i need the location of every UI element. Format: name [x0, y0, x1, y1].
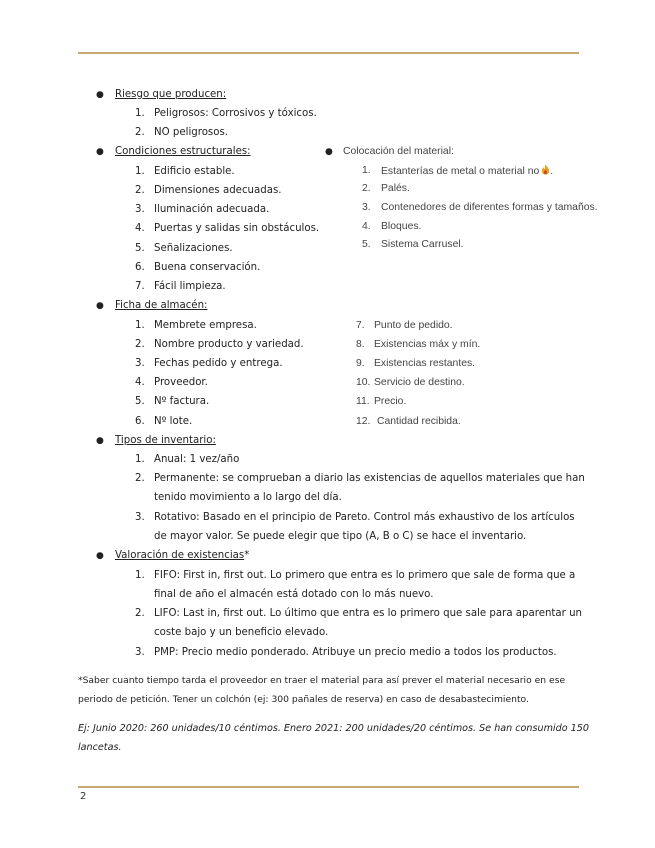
list-number: 6. — [135, 416, 145, 427]
list-number: 2. — [135, 608, 145, 619]
section-heading-valoracion — [115, 549, 249, 563]
list-item: Rotativo: Basado en el principio de Pareto. Control más exhaustivo de los artículos — [154, 512, 575, 523]
footer-rule — [78, 786, 579, 788]
list-item: Proveedor. — [154, 377, 208, 388]
list-item: Servicio de destino. — [374, 377, 465, 388]
list-number: 7. — [356, 320, 365, 331]
list-item: Iluminación adecuada. — [154, 204, 270, 215]
list-item: Dimensiones adecuadas. — [154, 185, 282, 196]
bullet: ● — [96, 436, 104, 446]
list-number: 3. — [135, 204, 145, 215]
list-item: Fechas pedido y entrega. — [154, 358, 283, 369]
list-number: 7. — [135, 281, 145, 292]
page-number: 2 — [80, 791, 87, 802]
list-item: Estanterías de metal o material no . — [381, 166, 554, 177]
list-number: 1. — [135, 166, 145, 177]
list-item: Nº factura. — [154, 396, 210, 407]
list-item: Anual: 1 vez/año — [154, 454, 240, 465]
list-number: 2. — [135, 185, 145, 196]
list-item: Contenedores de diferentes formas y tamaños. — [381, 202, 598, 213]
list-item: Existencias máx y mín. — [374, 339, 481, 350]
section-heading-colocacion: Colocación del material: — [343, 146, 454, 157]
list-item: Nombre producto y variedad. — [154, 339, 304, 350]
list-number: 5. — [135, 396, 145, 407]
list-item: Buena conservación. — [154, 262, 261, 273]
list-item: Puertas y salidas sin obstáculos. — [154, 223, 320, 234]
heading-text: Valoración de existencias — [115, 550, 245, 561]
example-line: lancetas. — [78, 742, 122, 753]
header-rule — [78, 52, 579, 54]
asterisk: * — [244, 550, 250, 561]
list-item: Membrete empresa. — [154, 320, 257, 331]
list-item: Sistema Carrusel. — [381, 239, 464, 250]
list-item-continuation: tenido movimiento a lo largo del día. — [154, 492, 342, 503]
list-number: 2. — [362, 183, 371, 194]
list-item: Cantidad recibida. — [377, 416, 461, 427]
list-item-continuation: de mayor valor. Se puede elegir que tipo (A, B o C) se hace el inventario. — [154, 531, 527, 542]
list-item: PMP: Precio medio ponderado. Atribuye un precio medio a todos los productos. — [154, 647, 557, 658]
list-item: Palés. — [381, 183, 410, 194]
list-item: FIFO: First in, first out. Lo primero que entra es lo primero que sale de forma que a — [154, 570, 576, 581]
list-number: 11. — [356, 396, 370, 407]
list-number: 1. — [135, 454, 145, 465]
list-number: 8. — [356, 339, 365, 350]
bullet: ● — [96, 90, 104, 100]
list-number: 2. — [135, 473, 145, 484]
list-item-continuation: coste bajo y un beneficio elevado. — [154, 627, 329, 638]
list-number: 10. — [356, 377, 371, 388]
list-number: 3. — [135, 358, 145, 369]
list-number: 3. — [362, 202, 371, 213]
footnote-line: *Saber cuanto tiempo tarda el proveedor en traer el material para así prever el material necesario en ese — [78, 675, 566, 686]
list-number: 1. — [362, 165, 371, 176]
list-number: 12. — [356, 416, 371, 427]
list-number: 2. — [135, 339, 145, 350]
list-number: 1. — [135, 320, 145, 331]
list-item: Edificio estable. — [154, 166, 235, 177]
section-heading-tipos: Tipos de inventario: — [115, 435, 216, 446]
bullet: ● — [96, 551, 104, 561]
list-item: Precio. — [374, 396, 407, 407]
section-heading-condiciones: Condiciones estructurales: — [115, 146, 251, 157]
list-number: 2. — [135, 127, 145, 138]
list-item: LIFO: Last in, first out. Lo último que entra es lo primero que sale para aparentar un — [154, 608, 583, 619]
list-number: 4. — [362, 221, 371, 232]
list-number: 3. — [135, 512, 145, 523]
list-number: 4. — [135, 223, 145, 234]
list-item: Señalizaciones. — [154, 243, 233, 254]
list-number: 1. — [135, 570, 145, 581]
section-heading-ficha: Ficha de almacén: — [115, 300, 208, 311]
list-item: Fácil limpieza. — [154, 281, 226, 292]
list-item: Punto de pedido. — [374, 320, 453, 331]
list-number: 6. — [135, 262, 145, 273]
list-item: Bloques. — [381, 221, 422, 232]
list-number: 1. — [135, 108, 145, 119]
list-item: NO peligrosos. — [154, 127, 229, 138]
bullet: ● — [96, 301, 104, 311]
list-item: Nº lote. — [154, 416, 193, 427]
list-item-text: Estanterías de metal o material no — [381, 166, 540, 177]
list-item-continuation: final de año el almacén está dotado con lo más nuevo. — [154, 589, 434, 600]
list-item: Permanente: se comprueban a diario las existencias de aquellos materiales que han — [154, 473, 585, 484]
section-heading-riesgo: Riesgo que producen: — [115, 89, 227, 100]
list-item: Existencias restantes. — [374, 358, 476, 369]
footnote-line: periodo de petición. Tener un colchón (ej: 300 pañales de reserva) en caso de desabastecimiento. — [78, 694, 529, 705]
list-number: 3. — [135, 647, 145, 658]
list-number: 5. — [362, 239, 371, 250]
fire-icon — [541, 164, 550, 175]
example-line: Ej: Junio 2020: 260 unidades/10 céntimos. Enero 2021: 200 unidades/20 céntimos. Se han consumido 150 — [78, 723, 589, 734]
bullet: ● — [96, 147, 104, 157]
list-number: 5. — [135, 243, 145, 254]
list-number: 4. — [135, 377, 145, 388]
bullet: ● — [325, 147, 333, 157]
list-number: 9. — [356, 358, 365, 369]
list-item: Peligrosos: Corrosivos y tóxicos. — [154, 108, 317, 119]
